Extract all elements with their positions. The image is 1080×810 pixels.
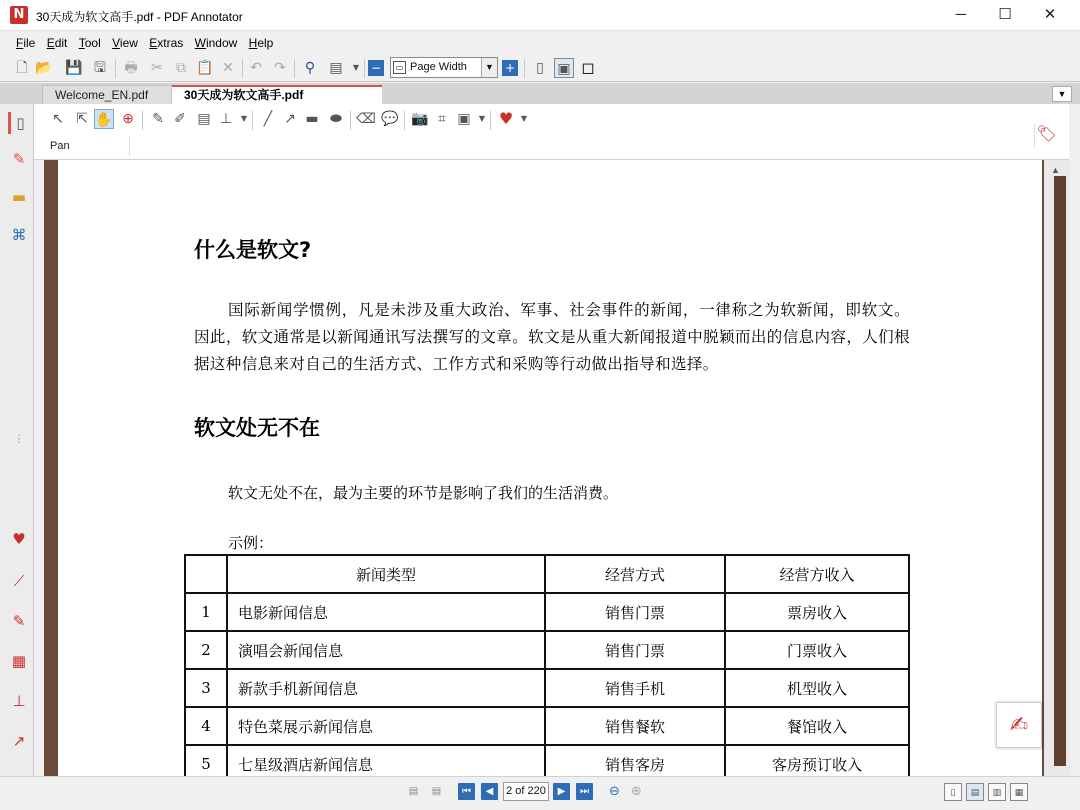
- toolbar-separator: [524, 59, 525, 78]
- page-heading-2: 软文处无不在: [194, 416, 320, 440]
- view-grid-icon[interactable]: ▦: [1010, 783, 1028, 801]
- camera-icon[interactable]: 📷: [411, 111, 429, 127]
- rectangle-icon[interactable]: ▬: [305, 111, 319, 127]
- crop-icon[interactable]: ⌗: [438, 111, 446, 127]
- page-width-icon: ▭: [393, 61, 406, 74]
- heart-icon[interactable]: ♥: [12, 530, 26, 548]
- copy-icon[interactable]: ⧉: [176, 60, 186, 76]
- last-page-button[interactable]: ⏭: [576, 783, 593, 800]
- table-header-cell: [185, 555, 227, 593]
- menu-bar: [0, 33, 1080, 53]
- toolbar-separator: [115, 59, 116, 78]
- line-icon[interactable]: ╱: [263, 111, 273, 127]
- table-cell: 2: [185, 631, 227, 669]
- page-number-field[interactable]: 2 of 220: [503, 782, 549, 801]
- page-heading-1: 什么是软文?: [194, 238, 312, 262]
- undo-icon[interactable]: ↶: [250, 60, 262, 76]
- minimize-button[interactable]: ─: [955, 6, 967, 23]
- resize-grip-icon[interactable]: ⋮: [14, 434, 24, 445]
- pdf-page[interactable]: [58, 160, 1042, 776]
- scrollbar-thumb[interactable]: [1054, 176, 1066, 766]
- view-single-icon[interactable]: ▯: [944, 783, 962, 801]
- redo-icon[interactable]: ↷: [274, 60, 286, 76]
- table-row: [185, 745, 909, 776]
- table-cell: 新款手机新闻信息: [227, 669, 545, 707]
- table-row: [185, 669, 909, 707]
- toolbar-separator: [294, 59, 295, 78]
- pan-hand-icon[interactable]: ✋: [94, 109, 114, 129]
- zoom-out-icon[interactable]: −: [368, 60, 384, 76]
- back-icon[interactable]: ⊖: [609, 784, 620, 799]
- select-cursor-icon[interactable]: ↖: [52, 111, 64, 127]
- zoom-mode-value: Page Width: [410, 61, 467, 73]
- page-thumbnails-icon[interactable]: ▯: [8, 112, 30, 134]
- table-cell: 5: [185, 745, 227, 776]
- view-continuous-icon[interactable]: ▤: [966, 783, 984, 801]
- maximize-button[interactable]: ☐: [998, 6, 1012, 23]
- toolbar-separator: [252, 111, 253, 130]
- full-screen-icon[interactable]: ◻: [581, 58, 595, 77]
- chevron-down-icon[interactable]: ▼: [520, 114, 528, 123]
- table-cell: 七星级酒店新闻信息: [227, 745, 545, 776]
- stamp-icon[interactable]: ⊥: [12, 692, 26, 710]
- stamp-icon[interactable]: ⊥: [219, 111, 233, 127]
- toolbar-separator: [129, 136, 130, 156]
- close-button[interactable]: ✕: [1043, 6, 1057, 23]
- tab-welcome-en[interactable]: Welcome_EN.pdf: [42, 85, 172, 104]
- chart-icon[interactable]: ▦: [11, 652, 27, 670]
- ubiquity-paragraph: 软文无处不在，最为主要的环节是影响了我们的生活消费。: [228, 484, 619, 502]
- page-layout-icon[interactable]: ▤: [408, 786, 419, 797]
- highlighter-icon[interactable]: ✐: [174, 111, 186, 127]
- table-cell: 电影新闻信息: [227, 593, 545, 631]
- menu-window[interactable]: Window: [194, 36, 238, 50]
- pen-icon[interactable]: ✎: [12, 150, 26, 168]
- chevron-down-icon[interactable]: ▼: [240, 114, 248, 123]
- pencil-icon[interactable]: ✎: [12, 612, 26, 630]
- table-header-cell: 经营方收入: [725, 555, 909, 593]
- open-folder-icon[interactable]: 📂: [35, 60, 53, 76]
- toolbar-separator: [350, 111, 351, 130]
- view-facing-icon[interactable]: ▥: [988, 783, 1006, 801]
- page-options-icon[interactable]: ▤: [329, 60, 343, 76]
- zoom-in-icon[interactable]: +: [502, 60, 518, 76]
- typewriter-icon[interactable]: ▤: [197, 111, 211, 127]
- toolbar-separator: [490, 111, 491, 130]
- folder-icon[interactable]: ▬: [11, 188, 27, 206]
- eraser-icon[interactable]: ⌫: [356, 111, 376, 127]
- fit-page-icon[interactable]: ▣: [554, 58, 574, 78]
- table-cell: 销售客房: [545, 745, 725, 776]
- print-icon[interactable]: 🖶: [124, 60, 138, 76]
- menu-help[interactable]: Help: [248, 36, 274, 50]
- heart-icon[interactable]: ♥: [498, 109, 514, 128]
- table-cell: 机型收入: [725, 669, 909, 707]
- save-icon[interactable]: 💾: [65, 60, 83, 76]
- left-sidebar: [0, 104, 34, 776]
- status-bar: [0, 776, 1080, 810]
- chevron-down-icon[interactable]: ▼: [352, 63, 360, 72]
- page-layout-alt-icon[interactable]: ▤: [431, 786, 442, 797]
- table-row: [185, 593, 909, 631]
- arrow-icon[interactable]: ↗: [284, 111, 296, 127]
- first-page-button[interactable]: ⏮: [458, 783, 475, 800]
- zoom-icon[interactable]: ⊕: [122, 111, 134, 127]
- cut-icon[interactable]: ✂: [151, 60, 163, 76]
- chevron-down-icon[interactable]: ▼: [478, 114, 486, 123]
- menu-edit[interactable]: Edit: [46, 36, 68, 50]
- table-cell: 门票收入: [725, 631, 909, 669]
- comment-icon[interactable]: 💬: [381, 111, 399, 127]
- table-cell: 销售门票: [545, 631, 725, 669]
- forward-icon[interactable]: ⊕: [631, 784, 642, 799]
- example-label: 示例：: [228, 534, 274, 552]
- table-cell: 1: [185, 593, 227, 631]
- tab-active-document[interactable]: 30天成为软文高手.pdf: [172, 85, 382, 104]
- menu-extras[interactable]: Extras: [149, 36, 184, 50]
- table-cell: 销售手机: [545, 669, 725, 707]
- menu-view[interactable]: View: [112, 36, 138, 50]
- table-cell: 票房收入: [725, 593, 909, 631]
- insert-image-icon[interactable]: ▣: [457, 111, 471, 127]
- single-page-icon[interactable]: ▯: [536, 60, 544, 76]
- table-header-cell: 经营方式: [545, 555, 725, 593]
- text-select-icon[interactable]: ⇱: [76, 111, 88, 127]
- toolbar-separator: [142, 111, 143, 130]
- table-cell: 4: [185, 707, 227, 745]
- arrow-icon[interactable]: ↗: [12, 732, 26, 750]
- delete-icon[interactable]: ✕: [222, 60, 234, 76]
- binoculars-icon[interactable]: ⚲: [304, 60, 316, 76]
- menu-file[interactable]: File: [16, 36, 36, 50]
- new-document-icon[interactable]: 🗋: [16, 60, 28, 76]
- table-cell: 演唱会新闻信息: [227, 631, 545, 669]
- menu-tool[interactable]: Tool: [78, 36, 101, 50]
- example-table: [184, 554, 910, 776]
- tabs-dropdown-button[interactable]: ▼: [1052, 86, 1072, 102]
- table-row: [185, 631, 909, 669]
- table-cell: 特色菜展示新闻信息: [227, 707, 545, 745]
- toolbar-separator: [242, 59, 243, 78]
- table-cell: 餐馆收入: [725, 707, 909, 745]
- table-header-row: [185, 555, 909, 593]
- window-title: 30天成为软文高手.pdf - PDF Annotator: [36, 10, 243, 24]
- toolbar-separator: [404, 111, 405, 130]
- zoom-mode-select[interactable]: [390, 57, 498, 78]
- app-logo-icon: N: [10, 6, 28, 24]
- main-toolbar: [0, 55, 1080, 82]
- table-cell: 销售餐软: [545, 707, 725, 745]
- intro-paragraph: 国际新闻学惯例，凡是未涉及重大政治、军事、社会事件的新闻，一律称之为软新闻，即软文。因此，软文通常是以新闻通讯写法撰写的文章。软文是从重大新闻报道中脱颖而出的信息内容，人们根据这种信息来对自己的生活方式、工作方式和采购等行动做出指导和选择。: [194, 301, 910, 373]
- toolbar-separator: [364, 59, 365, 78]
- signature-pad-button[interactable]: ✍: [996, 702, 1042, 748]
- document-tabbar: [0, 83, 1080, 104]
- annotation-toolbar: [34, 104, 1069, 160]
- table-row: [185, 707, 909, 745]
- save-as-icon[interactable]: 🖫: [94, 60, 106, 76]
- scroll-up-arrow-icon[interactable]: ▲: [1051, 165, 1060, 175]
- table-cell: 销售门票: [545, 593, 725, 631]
- table-cell: 客房预订收入: [725, 745, 909, 776]
- table-cell: 3: [185, 669, 227, 707]
- table-header-cell: 新闻类型: [227, 555, 545, 593]
- paste-icon[interactable]: 📋: [196, 60, 214, 76]
- ellipse-icon[interactable]: ⬬: [330, 111, 342, 127]
- title-bar: [0, 0, 1080, 31]
- chevron-down-icon[interactable]: ▼: [481, 58, 497, 77]
- favorite-tag-icon[interactable]: 🏷: [1034, 124, 1058, 148]
- next-page-button[interactable]: ▶: [553, 783, 570, 800]
- marker-icon[interactable]: ⟋: [13, 572, 25, 590]
- pen-icon[interactable]: ✎: [152, 111, 164, 127]
- paperclip-icon[interactable]: ⌘: [11, 226, 27, 244]
- current-tool-label: Pan: [50, 140, 70, 152]
- previous-page-button[interactable]: ◀: [481, 783, 498, 800]
